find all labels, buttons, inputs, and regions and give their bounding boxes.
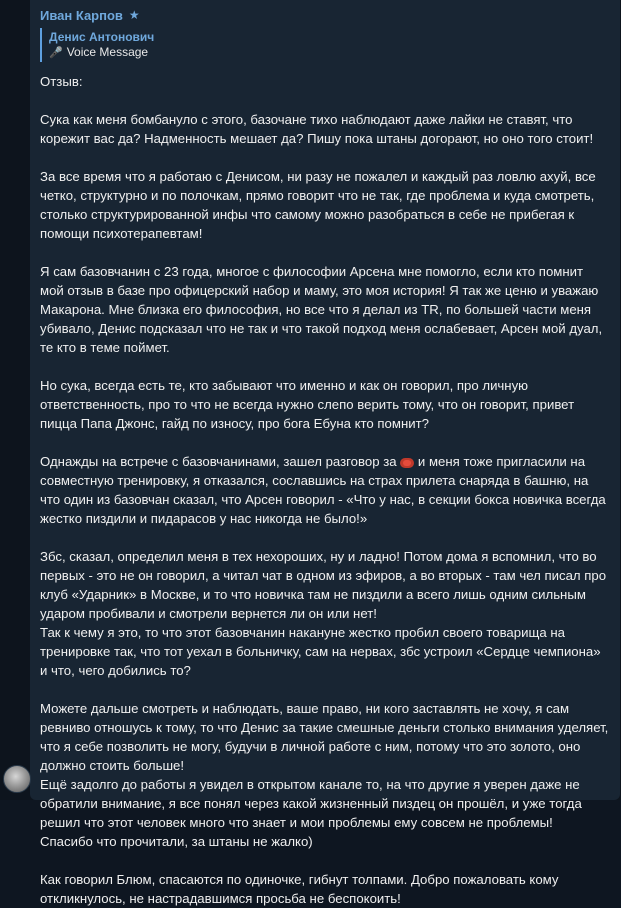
message-paragraph: Так к чему я это, то что этот базовчанин накануне жестко пробил своего товарища на тренировке так, что тот уехал в больничку, сам на нервах, збс устроил «Сердце чемпиона» и что, чего добились то? xyxy=(40,625,601,678)
reply-quote[interactable] xyxy=(40,28,610,62)
microphone-icon: 🎤 xyxy=(49,46,63,59)
boxing-glove-emoji xyxy=(400,458,414,468)
message-paragraph xyxy=(40,452,610,528)
message-paragraph: Спасибо что прочитали, за штаны не жалко) xyxy=(40,834,313,849)
sender-row xyxy=(40,6,610,24)
paragraph-text: Однажды на встрече с базовчанинами, зашел разговор за xyxy=(40,454,401,469)
sender-name[interactable]: Иван Карпов xyxy=(40,7,123,23)
reply-preview-text: Voice Message xyxy=(66,45,149,59)
message-paragraph: Збс, сказал, определил меня в тех нехороших, ну и ладно! Потом дома я вспомнил, что во первых - это не он говорил, а читал чат в одном из эфиров, а во вторых - там чел писал про клуб «Ударник» в Москве, и то что новичка там не пиздили а всего лишь одним сильным ударом пробивали и смотрели вернется ли он или нет! xyxy=(40,549,607,621)
reply-preview xyxy=(49,45,610,59)
sender-avatar[interactable] xyxy=(3,765,31,793)
message-paragraph: Ещё задолго до работы я увидел в открытом канале то, на что другие я уверен даже не обратили внимание, я все понял через какой жизненный пиздец он прошёл, и уже тогда решил что этот человек много что знает и мои проблемы ему совсем не проблемы! xyxy=(40,777,582,830)
message-paragraph: Я сам базовчанин с 23 года, многое с философии Арсена мне помогло, если кто помнит мой отзыв в базе про офицерский набор и маму, это моя история! Я так же ценю и уважаю Макарона. Мне близка его философия, но все что я делал из TR, по большей части меня убивало, Денис подсказал что не так и что такой подход меня ослабевает, Арсен мой дуал, те кто в теме поймет. xyxy=(40,264,603,355)
star-icon: ★ xyxy=(128,8,140,22)
message-text xyxy=(40,72,610,908)
message-paragraph: Сука как меня бомбануло с этого, базочане тихо наблюдают даже лайки не ставят, что корежит вас да? Надменность мешает да? Пишу пока штаны догорают, но оно того стоит! xyxy=(40,112,594,146)
message-paragraph: За все время что я работаю с Денисом, ни разу не пожалел и каждый раз ловлю ахуй, все четко, структурно и по полочкам, прямо говорит что не так, где проблема и куда смотреть, столько структурированной инфы что самому можно разобраться в себе не прибегая к помощи психотерапевтам! xyxy=(40,169,596,241)
message-paragraph: Отзыв: xyxy=(40,74,83,89)
message-paragraph: Можете дальше смотреть и наблюдать, ваше право, ни кого заставлять не хочу, я сам ревниво отношусь к тому, то что Денис за такие смешные деньги столько внимания уделяет, что я себе позволить не могу, будучи в личной работе с ним, потому что это золото, оно должно стоить больше! xyxy=(40,701,609,773)
paragraph-text: и меня тоже пригласили на совместную тренировку, я отказался, сославшись на страх прилета снаряда в башню, на что один из базовчан сказал, что Арсен говорил - «Что у нас, в секции бокса новичка всегда жестко пиздили и пидарасов у нас никогда не было!» xyxy=(40,454,606,526)
message-bubble[interactable] xyxy=(30,0,620,906)
message-paragraph: Как говорил Блюм, спасаются по одиночке, гибнут толпами. Добро пожаловать кому откликнулось, не настрадавшимся просьба не беспокоить! xyxy=(40,872,559,906)
message-paragraph: Но сука, всегда есть те, кто забывают что именно и как он говорил, про личную ответственность, про то что не всегда нужно слепо верить тому, что он говорит, привет пицца Папа Джонс, гайд по износу, про бога Ебуна кто помнит? xyxy=(40,378,575,431)
reply-author: Денис Антонович xyxy=(49,30,155,44)
